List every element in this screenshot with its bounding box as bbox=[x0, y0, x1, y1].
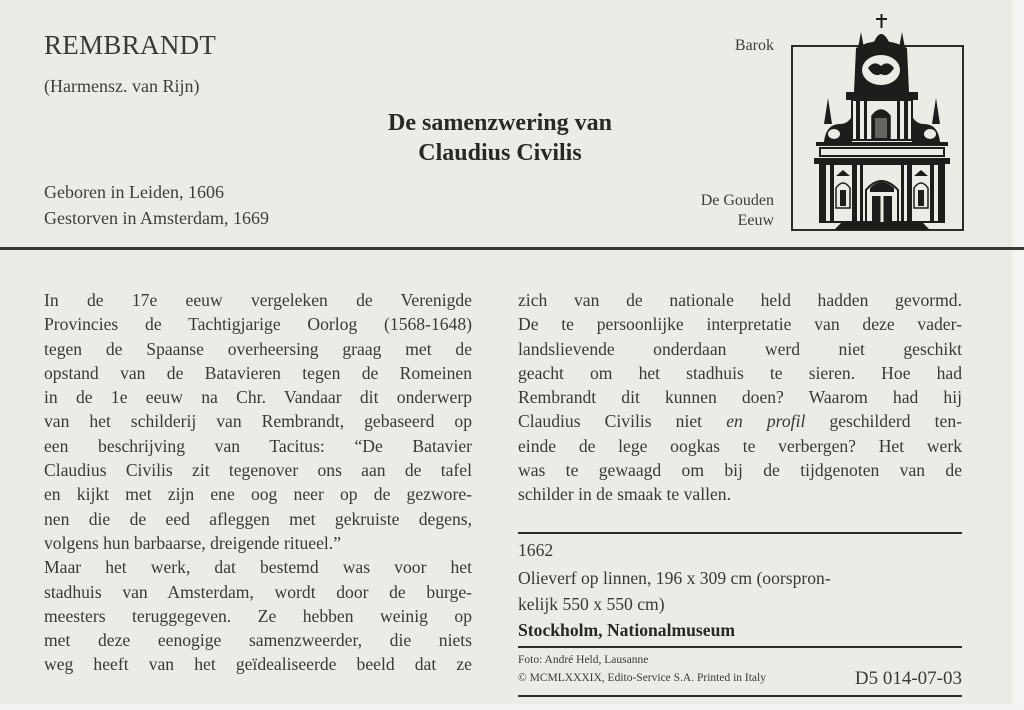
text-line: volgens hun barbaarse, dreigende ritueel.” bbox=[44, 532, 342, 553]
era-label bbox=[701, 191, 774, 231]
text-line: nen die de eed afleggen met gekruiste degens, bbox=[44, 508, 472, 529]
death-info: Gestorven in Amsterdam, 1669 bbox=[44, 208, 269, 228]
description-left-column bbox=[44, 288, 472, 677]
text-line: met deze eenogige samenzweerder, die niets bbox=[44, 630, 472, 651]
description-right-column bbox=[518, 288, 962, 507]
text-line: opstand van de Batavieren tegen de Romeinen bbox=[44, 362, 472, 383]
text-line: landslievende onderdaan werd niet geschikt bbox=[518, 338, 962, 359]
text-line: schilder in de smaak te vallen. bbox=[518, 484, 732, 505]
details-bottom-rule bbox=[518, 695, 962, 697]
text-line: einde de lege oogkas te verbergen? Het werk bbox=[518, 435, 962, 456]
header-divider bbox=[0, 247, 1024, 250]
card-bottom-edge bbox=[0, 704, 1024, 710]
artist-name: REMBRANDT bbox=[44, 30, 217, 60]
text-line: van het schilderij van Rembrandt, gebaseerd op bbox=[44, 411, 472, 432]
text-line-with-italic bbox=[518, 409, 962, 433]
text-line: in de 1e eeuw na Chr. Vandaar dit onderwerp bbox=[44, 387, 472, 408]
card-code: D5 014-07-03 bbox=[854, 668, 962, 689]
artwork-year: 1662 bbox=[518, 540, 554, 560]
text-line: was te gewaagd om bij de tijdgenoten van de bbox=[518, 460, 962, 481]
text-line: zich van de nationale held hadden gevormd. bbox=[518, 290, 962, 310]
artwork-title-line-1: De samenzwering van bbox=[388, 110, 612, 136]
copyright-notice: © MCMLXXXIX, Edito-Service S.A. Printed in Italy bbox=[518, 672, 766, 684]
text-line: en kijkt met zijn ene oog neer op de gezwore- bbox=[44, 484, 472, 505]
text-line: Provincies de Tachtigjarige Oorlog (1568-1648) bbox=[44, 314, 472, 335]
artwork-medium-continued: kelijk 550 x 550 cm) bbox=[518, 594, 665, 614]
text-line: In de 17e eeuw vergeleken de Verenigde bbox=[44, 290, 472, 310]
style-label: Barok bbox=[734, 37, 774, 54]
artwork-location: Stockholm, Nationalmuseum bbox=[518, 620, 736, 640]
text-segment: geschilderd ten- bbox=[829, 411, 962, 432]
text-line: stadhuis van Amsterdam, wordt door de burge- bbox=[44, 581, 472, 602]
artwork-title bbox=[300, 108, 700, 168]
artwork-title-line-2: Claudius Civilis bbox=[418, 140, 582, 166]
text-line: Claudius Civilis zit tegenover ons aan de tafel bbox=[44, 460, 472, 481]
text-line: een beschrijving van Tacitus: “De Batavier bbox=[44, 435, 472, 456]
text-line: weg heeft van het geïdealiseerde beeld dat ze bbox=[44, 654, 472, 675]
details-middle-rule bbox=[518, 646, 962, 648]
text-line: Maar het werk, dat bestemd was voor het bbox=[44, 557, 472, 578]
photo-credit: Foto: André Held, Lausanne bbox=[518, 654, 649, 666]
text-line: tegen de Spaanse overheersing graag met de bbox=[44, 338, 472, 359]
text-line: meesters teruggegeven. Ze hebben weinig op bbox=[44, 605, 472, 626]
birth-info: Geboren in Leiden, 1606 bbox=[44, 182, 224, 202]
artist-subname: (Harmensz. van Rijn) bbox=[44, 76, 200, 96]
text-line: Rembrandt dit kunnen doen? Waarom had hij bbox=[518, 387, 962, 408]
text-line: geacht om het stadhuis te sieren. Hoe had bbox=[518, 362, 962, 383]
era-label-line-2: Eeuw bbox=[737, 212, 774, 229]
italic-phrase: en profil bbox=[726, 411, 806, 432]
baroque-church-facade-icon bbox=[812, 12, 952, 232]
card-edge bbox=[1012, 0, 1024, 710]
details-top-rule bbox=[518, 532, 962, 534]
artwork-medium: Olieverf op linnen, 196 x 309 cm (oorspron- bbox=[518, 568, 831, 588]
text-segment: Claudius Civilis niet bbox=[518, 411, 703, 432]
era-label-line-1: De Gouden bbox=[700, 192, 774, 209]
text-line: De te persoonlijke interpretatie van deze vader- bbox=[518, 314, 962, 335]
